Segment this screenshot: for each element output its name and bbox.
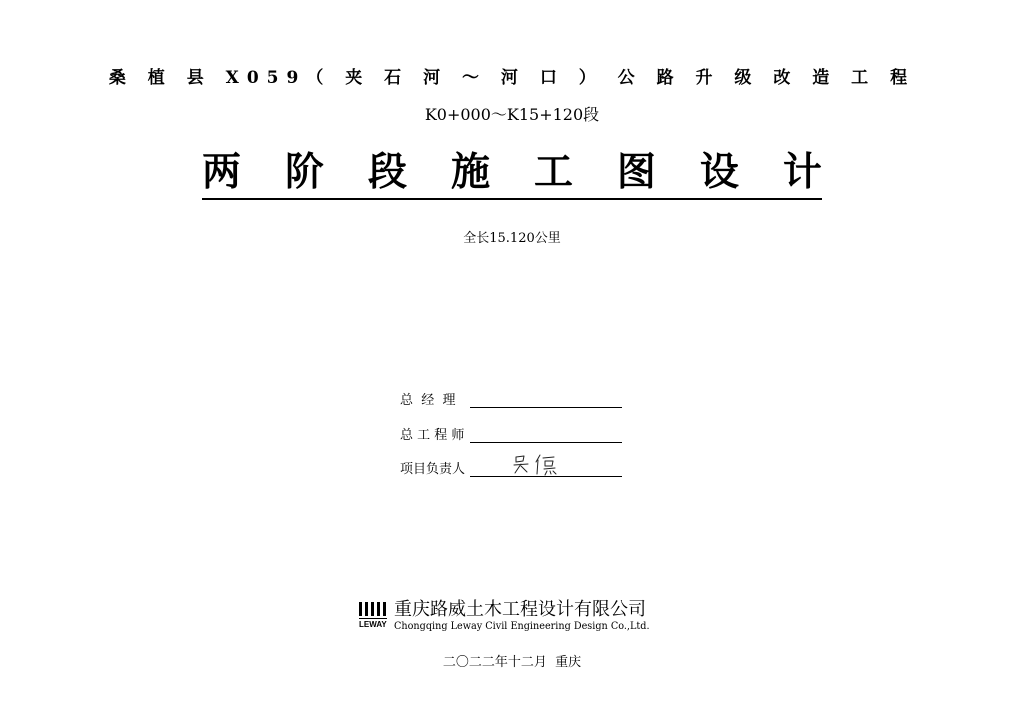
main-title-char: 两: [202, 150, 242, 195]
main-title-char: 图: [616, 150, 656, 195]
general-manager-signature-line: [470, 393, 622, 408]
company-name-en: Chongqing Leway Civil Engineering Design Co.,Ltd.: [394, 620, 650, 632]
section-range: K0+000～K15+120段: [424, 105, 600, 124]
general-manager-row: [400, 388, 622, 408]
company-text: [394, 600, 672, 632]
project-title: 桑 植 县 X059（ 夹 石 河 ～ 河 口 ） 公 路 升 级 改 造 工 程: [108, 68, 916, 88]
main-title-block: [202, 150, 822, 200]
main-title-char: 工: [533, 150, 573, 195]
main-title-char: 段: [367, 150, 407, 195]
project-lead-row: [400, 457, 622, 477]
handwritten-signature: [510, 452, 570, 478]
main-title-char: 阶: [284, 150, 324, 195]
logo-text: LEWAY: [359, 620, 387, 629]
leway-logo-icon: [358, 600, 392, 630]
date-line: 二〇二二年十二月 重庆: [442, 655, 582, 670]
main-title-char: 计: [782, 150, 822, 195]
chief-engineer-signature-line: [470, 428, 622, 443]
company-block: [358, 600, 672, 632]
main-title-char: 施: [450, 150, 490, 195]
main-title-char: 设: [699, 150, 739, 195]
main-title: [202, 150, 822, 196]
chief-engineer-label: 总 工 程 师: [400, 428, 465, 443]
project-lead-label: 项目负责人: [400, 462, 466, 477]
company-name-cn: 重庆路威土木工程设计有限公司: [394, 599, 646, 620]
project-lead-signature-line: [470, 462, 622, 477]
chief-engineer-row: [400, 423, 622, 443]
general-manager-label: 总 经 理: [400, 393, 456, 408]
total-length: 全长15.120公里: [463, 231, 561, 246]
